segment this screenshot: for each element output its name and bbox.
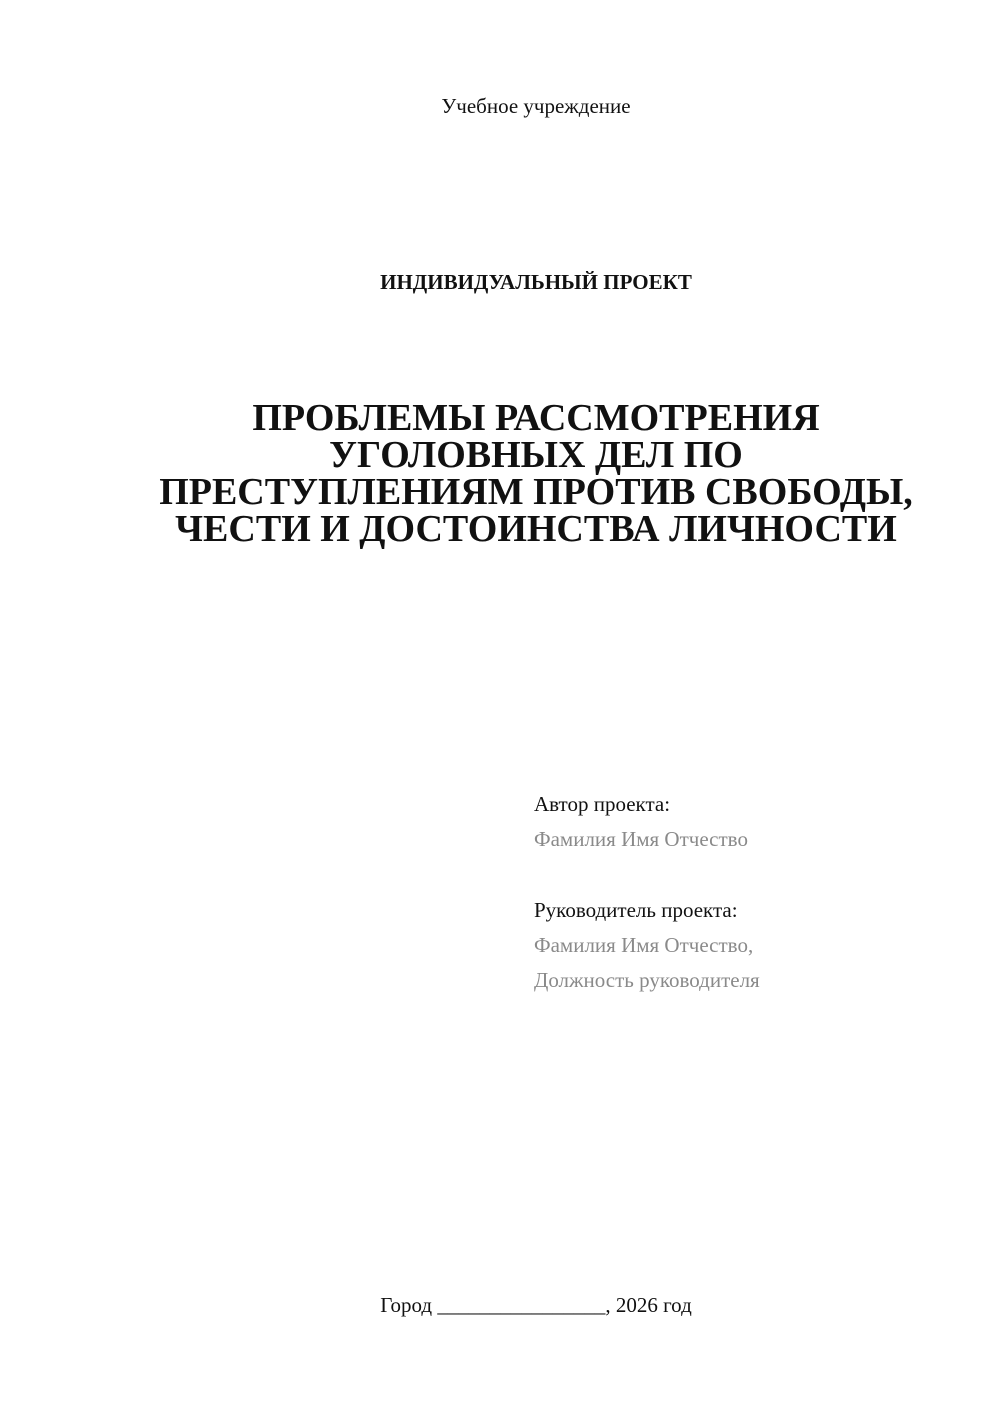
author-name: Фамилия Имя Отчество — [534, 827, 748, 851]
project-title-line-2: УГОЛОВНЫХ ДЕЛ ПО — [329, 434, 743, 476]
project-title-line-4: ЧЕСТИ И ДОСТОИНСТВА ЛИЧНОСТИ — [175, 508, 897, 550]
project-title-line-1: ПРОБЛЕМЫ РАССМОТРЕНИЯ — [252, 397, 820, 439]
project-title — [0, 397, 1000, 550]
author-block — [534, 787, 974, 857]
supervisor-label: Руководитель проекта: — [534, 898, 738, 922]
supervisor-block — [534, 893, 974, 998]
city-year-line: Город ________________, 2026 год — [380, 1293, 692, 1317]
supervisor-position: Должность руководителя — [534, 968, 760, 992]
project-type-heading: ИНДИВИДУАЛЬНЫЙ ПРОЕКТ — [380, 270, 692, 294]
supervisor-name: Фамилия Имя Отчество, — [534, 933, 754, 957]
author-label: Автор проекта: — [534, 792, 671, 816]
institution-name: Учебное учреждение — [441, 94, 631, 118]
project-title-line-3: ПРЕСТУПЛЕНИЯМ ПРОТИВ СВОБОДЫ, — [159, 471, 913, 513]
